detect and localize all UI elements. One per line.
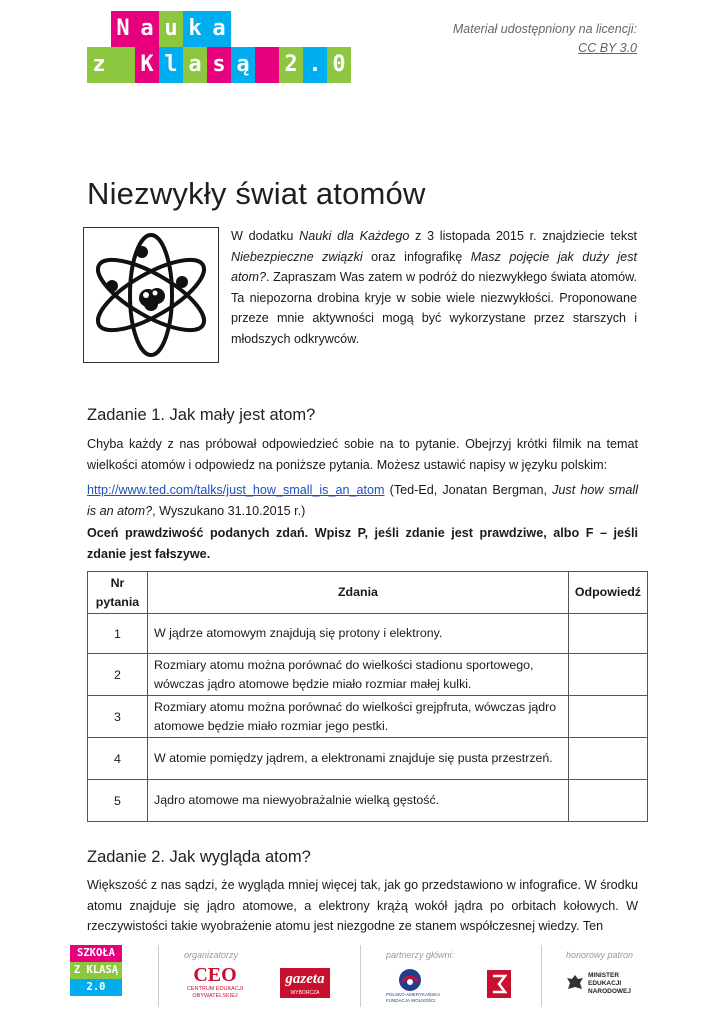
ted-link[interactable]: http://www.ted.com/talks/just_how_small_is_an_atom	[87, 483, 385, 497]
row-number: 4	[88, 738, 148, 780]
row-number: 2	[88, 654, 148, 696]
intro-text: z 3 listopada 2015 r. znajdziecie tekst	[409, 229, 638, 243]
task1-heading: Zadanie 1. Jak mały jest atom?	[87, 406, 316, 424]
intro-source: Nauki dla Każdego	[299, 229, 410, 243]
source-text: (Ted-Ed, Jonatan Bergman,	[384, 483, 553, 497]
table-row	[88, 780, 648, 822]
answer-cell[interactable]	[568, 738, 647, 780]
task1-instruction: Oceń prawdziwość podanych zdań. Wpisz P, jeśli zdanie jest prawdziwe, albo F – jeśli zdanie jest fałszywe.	[87, 526, 638, 561]
questions-table	[87, 571, 648, 822]
badge-line: SZKOŁA	[70, 945, 122, 962]
table-row	[88, 614, 648, 654]
pafw-name: POLSKO-AMERYKAŃSKA FUNDACJA WOLNOŚCI	[386, 992, 440, 1003]
intro-infographic: Masz pojęcie jak duży jest atom?	[231, 249, 637, 284]
gazeta-sub: WYBORCZA	[290, 990, 320, 996]
organizers-label: organizatorzy	[184, 950, 239, 960]
task2-paragraph: Większość z nas sądzi, że wygląda mniej więcej tak, jak go przedstawiono w infografice. W środku atomu znajduje się jądro atomowe, a elektrony krążą wokół jądra po orbitach kołowych. W rzeczywistości takie wyobrażenie atomu jest niezgodne ze stanem współczesnej wiedzy. Ten	[87, 878, 638, 933]
gazeta-logo	[280, 968, 330, 998]
gazeta-mark: gazeta	[285, 971, 325, 987]
ceo-logo	[180, 964, 250, 1000]
source-text: , Wyszukano 31.10.2015 r.)	[152, 503, 306, 518]
row-number: 5	[88, 780, 148, 822]
men-name: MINISTER EDUKACJI NARODOWEJ	[588, 972, 631, 995]
intro-paragraph	[231, 226, 637, 349]
logo-z-klasa: z K l a s ą 2 . 0	[87, 47, 351, 83]
answer-cell[interactable]	[568, 696, 647, 738]
answer-cell[interactable]	[568, 780, 647, 822]
task1-paragraph: Chyba każdy z nas próbował odpowiedzieć sobie na to pytanie. Obejrzyj krótki filmik na temat wielkości atomów i odpowiedz na poniższe pytania. Możesz ustawić napisy w języku polskim:	[87, 437, 638, 472]
partners-label: partnerzy główni:	[386, 950, 455, 960]
answer-cell[interactable]	[568, 614, 647, 654]
table-row	[88, 696, 648, 738]
badge-line: 2.0	[70, 979, 122, 996]
answer-cell[interactable]	[568, 654, 647, 696]
intro-text: oraz infografikę	[362, 249, 471, 264]
footer-divider	[360, 945, 361, 1007]
table-row	[88, 654, 648, 696]
col-header-sentence: Zdania	[148, 572, 569, 614]
pafw-emblem-icon	[398, 968, 422, 992]
row-sentence: W atomie pomiędzy jądrem, a elektronami znajduje się pusta przestrzeń.	[148, 738, 569, 780]
pafw-logo	[386, 968, 456, 1004]
row-sentence: Rozmiary atomu można porównać do wielkości stadionu sportowego, wówczas jądro atomowe będzie miało rozmiar małej kulki.	[148, 654, 569, 696]
patron-label: honorowy patron	[566, 950, 634, 960]
ceo-name: CENTRUM EDUKACJI OBYWATELSKIEJ	[186, 986, 244, 999]
atom-illustration	[83, 227, 219, 363]
intro-text: . Zapraszam Was zatem w podróż do niezwykłego świata atomów. Ta niepozorna drobina kryje w sobie wiele niezwykłości. Proponowane przeze mnie aktywności mogą być wykorzystane przez starszych i młodszych odkrywców.	[231, 270, 637, 346]
atom-icon	[84, 228, 218, 362]
row-number: 3	[88, 696, 148, 738]
table-row	[88, 738, 648, 780]
eagle-emblem-icon	[566, 973, 584, 995]
page-title: Niezwykły świat atomów	[87, 176, 426, 211]
col-header-answer: Odpowiedź	[568, 572, 647, 614]
footer-divider	[158, 945, 159, 1007]
szkola-z-klasa-badge	[70, 945, 122, 996]
license-note	[453, 20, 637, 58]
row-sentence: Jądro atomowe ma niewyobrażalnie wielką gęstość.	[148, 780, 569, 822]
partner-red-logo	[487, 970, 511, 998]
row-sentence: Rozmiary atomu można porównać do wielkości grejpfruta, wówczas jądro atomowe będzie miało rozmiar jego pestki.	[148, 696, 569, 738]
intro-article: Niebezpieczne związki	[231, 249, 363, 264]
col-header-number: Nr pytania	[88, 572, 148, 614]
logo-nauka: N a u k a	[111, 11, 231, 47]
license-line: Materiał udostępniony na licencji:	[452, 22, 637, 36]
source-title: Just how small is an atom?	[87, 483, 638, 518]
intro-text: W dodatku	[231, 229, 300, 243]
ceo-mark: CEO	[193, 964, 237, 986]
license-link[interactable]: CC BY 3.0	[578, 41, 637, 55]
badge-line: Z KLASĄ	[70, 962, 122, 979]
row-sentence: W jądrze atomowym znajdują się protony i elektrony.	[148, 614, 569, 654]
task1-source	[87, 480, 638, 521]
row-number: 1	[88, 614, 148, 654]
task2-heading: Zadanie 2. Jak wygląda atom?	[87, 848, 311, 866]
men-logo	[566, 972, 636, 996]
table-header-row	[88, 572, 648, 614]
footer-divider	[541, 945, 542, 1007]
partner-mark-icon	[487, 970, 511, 998]
